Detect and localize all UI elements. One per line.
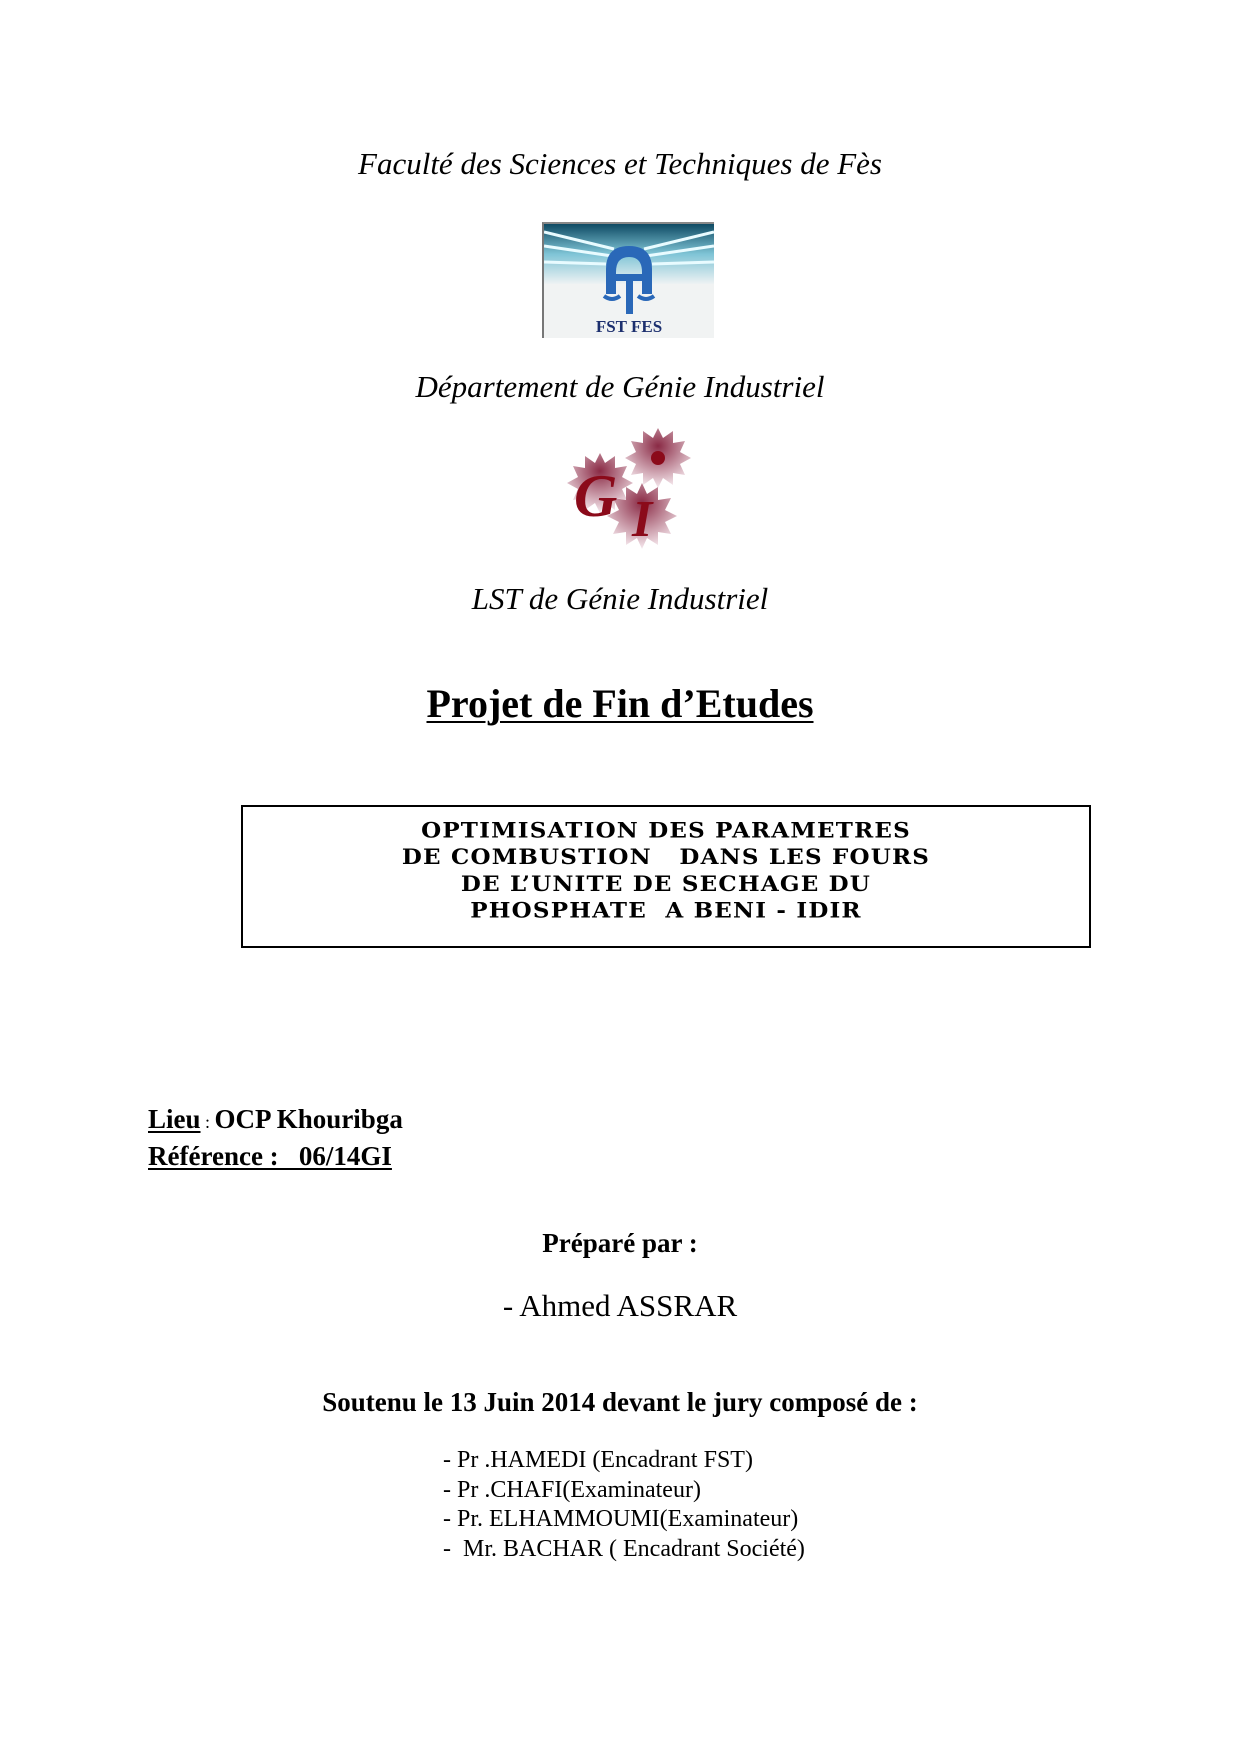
lieu-label: Lieu: [148, 1104, 201, 1134]
jury-member: - Pr. ELHAMMOUMI(Examinateur): [443, 1506, 799, 1532]
subject-line: PHOSPHATE A BENI - IDIR: [470, 897, 862, 924]
author-name: - Ahmed ASSRAR: [502, 1288, 738, 1323]
defense-statement: Soutenu le 13 Juin 2014 devant le jury composé de :: [322, 1387, 918, 1417]
gi-logo: [560, 428, 702, 556]
document-title-text: Projet de Fin d’Etudes: [426, 681, 814, 726]
lieu-separator: :: [200, 1112, 215, 1132]
faculty-name: Faculté des Sciences et Techniques de Fès: [358, 146, 882, 181]
subject-line: DE L’UNITE DE SECHAGE DU: [460, 870, 872, 897]
svg-text:I: I: [632, 491, 653, 548]
prepared-by-label: Préparé par :: [542, 1228, 698, 1258]
jury-member: - Pr .HAMEDI (Encadrant FST): [443, 1447, 753, 1473]
jury-member: - Pr .CHAFI(Examinateur): [443, 1476, 701, 1503]
info-block: [148, 1102, 403, 1173]
lieu-line: [148, 1102, 403, 1139]
subject-line: DE COMBUSTION DANS LES FOURS: [401, 844, 931, 870]
svg-text:G: G: [574, 463, 618, 529]
jury-member: - Mr. BACHAR ( Encadrant Société): [443, 1535, 805, 1562]
department-name: Département de Génie Industriel: [415, 369, 825, 404]
subject-line: OPTIMISATION DES PARAMETRES: [421, 817, 911, 844]
subject-title: [243, 810, 1089, 924]
document-title: [0, 680, 1240, 727]
lieu-value: OCP Khouribga: [214, 1104, 403, 1134]
fst-fes-logo: [542, 222, 714, 338]
program-name: LST de Génie Industriel: [471, 581, 769, 616]
subject-box: [241, 805, 1091, 948]
svg-text:FST FES: FST FES: [595, 317, 663, 336]
reference-line: Référence : 06/14GI: [148, 1141, 392, 1171]
jury-list: [443, 1446, 805, 1564]
